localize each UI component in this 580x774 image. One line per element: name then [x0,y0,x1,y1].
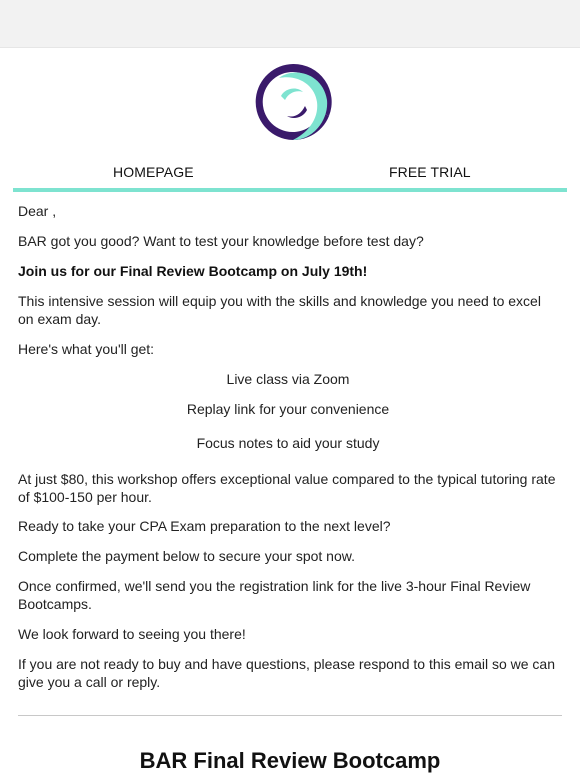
description-text: This intensive session will equip you with the skills and knowledge you need to excel on exam day. [18,293,541,327]
benefit-item: Replay link for your convenience [186,401,390,417]
section-divider [18,715,562,716]
section-title: BAR Final Review Bootcamp [139,748,441,773]
brand-logo[interactable] [251,60,335,144]
confirmation-text: Once confirmed, we'll send you the registration link for the live 3-hour Final Review Bootcamps. [18,578,531,612]
benefit-item: Live class via Zoom [226,371,350,387]
benefit-item: Focus notes to aid your study [196,435,380,451]
top-bar [0,0,580,48]
nav-divider [13,188,567,192]
headline: Join us for our Final Review Bootcamp on July 19th! [18,263,368,279]
benefits-lead-in: Here's what you'll get: [18,341,155,357]
top-navigation [13,160,567,194]
question-text: Ready to take your CPA Exam preparation to the next level? [18,518,391,534]
cta-text: Complete the payment below to secure your spot now. [18,548,355,564]
nav-link-homepage[interactable]: HOMEPAGE [113,164,194,180]
pricing-text: At just $80, this workshop offers exceptional value compared to the typical tutoring rate of $100-150 per hour. [18,471,556,505]
support-text: If you are not ready to buy and have questions, please respond to this email so we can give you a call or reply. [18,656,555,690]
greeting: Dear , [18,203,57,219]
nav-link-free-trial[interactable]: FREE TRIAL [389,164,471,180]
swirl-logo-icon [251,60,335,144]
intro-text: BAR got you good? Want to test your knowledge before test day? [18,233,424,249]
closing-text: We look forward to seeing you there! [18,626,246,642]
